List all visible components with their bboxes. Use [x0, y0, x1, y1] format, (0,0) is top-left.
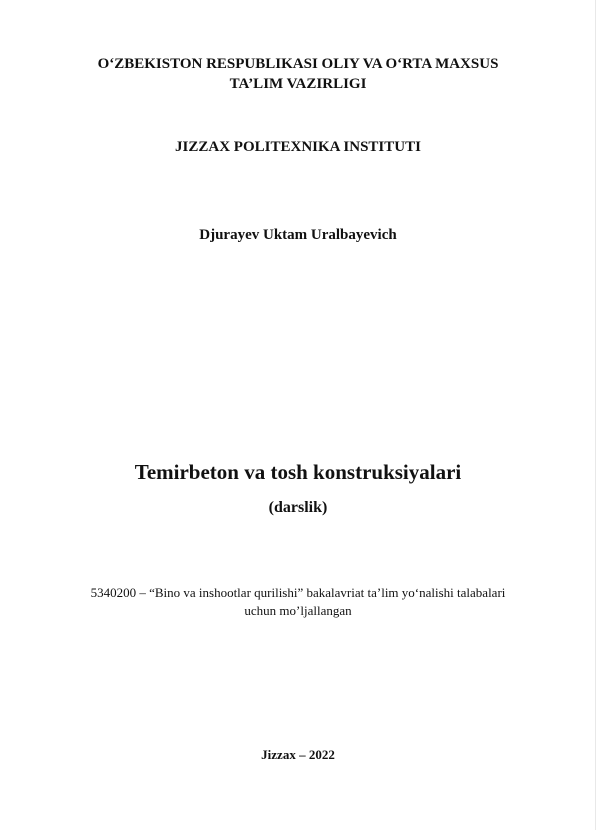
purpose-line-1: 5340200 – “Bino va inshootlar qurilishi” bakalavriat ta’lim yo‘nalishi talabalari: [90, 585, 506, 600]
place-year: Jizzax – 2022: [261, 747, 335, 762]
author-name: Djurayev Uktam Uralbayevich: [199, 227, 397, 243]
purpose-line-2: uchun mo’ljallangan: [244, 603, 352, 618]
book-subtitle: (darslik): [268, 499, 328, 516]
ministry-line-1: O‘ZBEKISTON RESPUBLIKASI OLIY VA O‘RTA MAXSUS: [97, 56, 499, 72]
institute-heading: JIZZAX POLITEXNIKA INSTITUTI: [175, 139, 421, 155]
ministry-heading: [0, 54, 596, 94]
ministry-line-2: TA’LIM VAZIRLIGI: [229, 76, 367, 92]
book-title: Temirbeton va tosh konstruksiyalari: [134, 460, 462, 484]
purpose-statement: [0, 584, 596, 620]
